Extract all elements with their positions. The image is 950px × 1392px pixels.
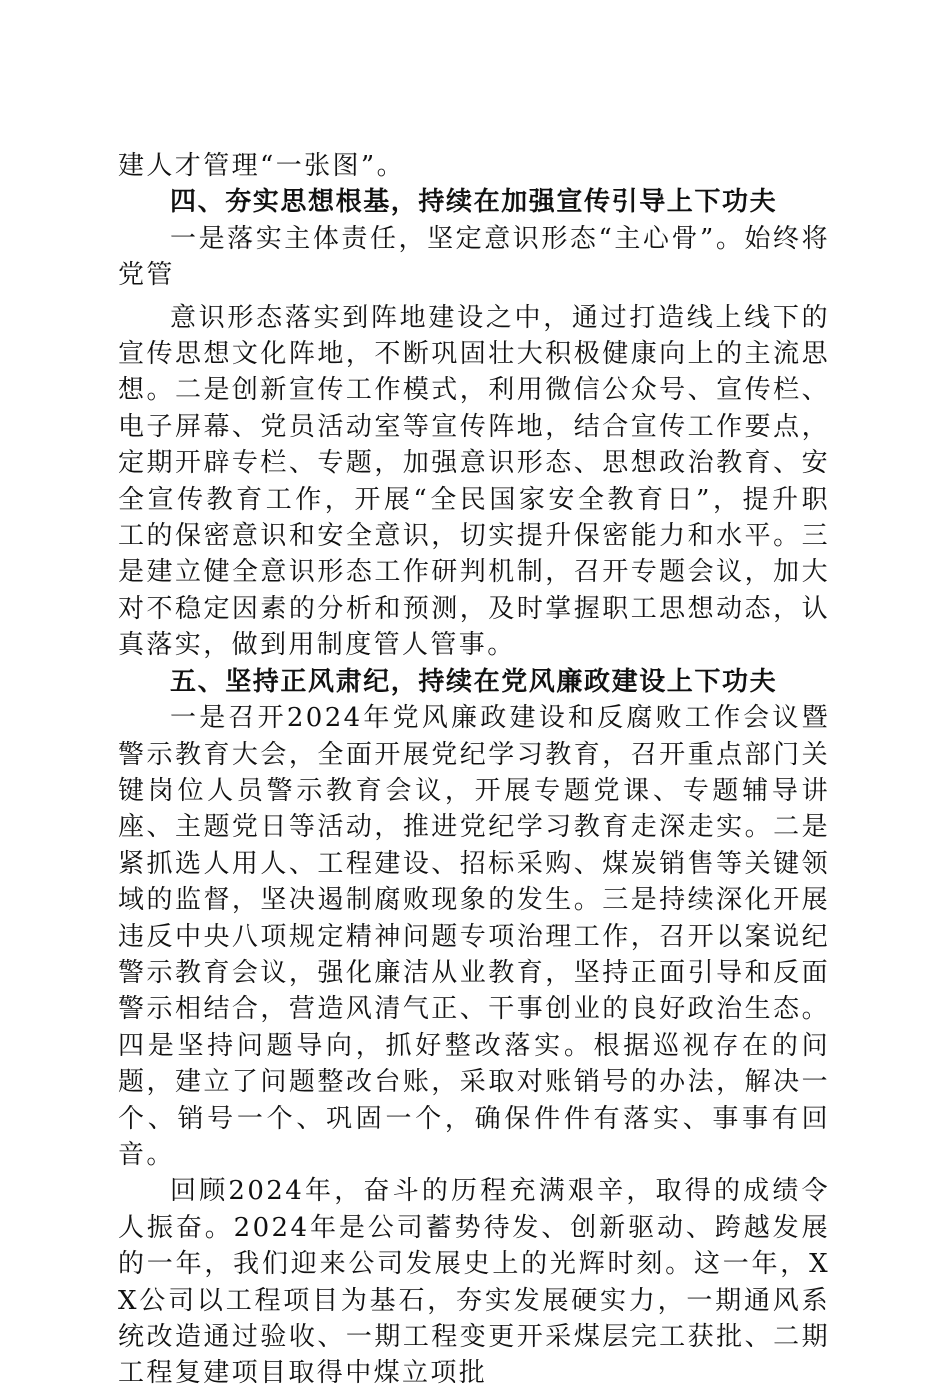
paragraph-continuation: 建人才管理“一张图”。 [118,151,405,181]
section-heading-4: 四、夯实思想根基，持续在加强宣传引导上下功夫 [170,187,778,218]
document-body [118,148,830,1392]
paragraph: 意识形态落实到阵地建设之中，通过打造线上线下的宣传思想文化阵地，不断巩固壮大积极健康向上的主流思想。二是创新宣传工作模式，利用微信公众号、宣传栏、电子屏幕、党员活动室等宣传阵地，结合宣传工作要点，定期开辟专栏、专题，加强意识形态、思想政治教育、安全宣传教育工作，开展“全民国家安全教育日”，提升职工的保密意识和安全意识，切实提升保密能力和水平。三是建立健全意识形态工作研判机制，召开专题会议，加大对不稳定因素的分析和预测，及时掌握职工思想动态，认真落实，做到用制度管人管事。 [118,302,830,661]
paragraph: 一是落实主体责任，坚定意识形态“主心骨”。始终将党管 [118,223,830,291]
paragraph: 一是召开2024年党风廉政建设和反腐败工作会议暨警示教育大会，全面开展党纪学习教育，召开重点部门关键岗位人员警示教育会议，开展专题党课、专题辅导讲座、主题党日等活动，推进党纪学习教育走深走实。二是紧抓选人用人、工程建设、招标采购、煤炭销售等关键领域的监督，坚决遏制腐败现象的发生。三是持续深化开展违反中央八项规定精神问题专项治理工作，召开以案说纪警示教育会议，强化廉洁从业教育，坚持正面引导和反面警示相结合，营造风清气正、干事创业的良好政治生态。四是坚持问题导向，抓好整改落实。根据巡视存在的问题，建立了问题整改台账，采取对账销号的办法，解决一个、销号一个、巩固一个，确保件件有落实、事事有回音。 [118,703,830,1170]
section-heading-5: 五、坚持正风肃纪，持续在党风廉政建设上下功夫 [170,666,778,697]
paragraph: 回顾2024年，奋斗的历程充满艰辛，取得的成绩令人振奋。2024年是公司蓄势待发、创新驱动、跨越发展的一年，我们迎来公司发展史上的光辉时刻。这一年，XX公司以工程项目为基石，夯实发展硬实力，一期通风系统改造通过验收、一期工程变更开采煤层完工获批、二期工程复建项目取得中煤立项批 [118,1176,830,1389]
